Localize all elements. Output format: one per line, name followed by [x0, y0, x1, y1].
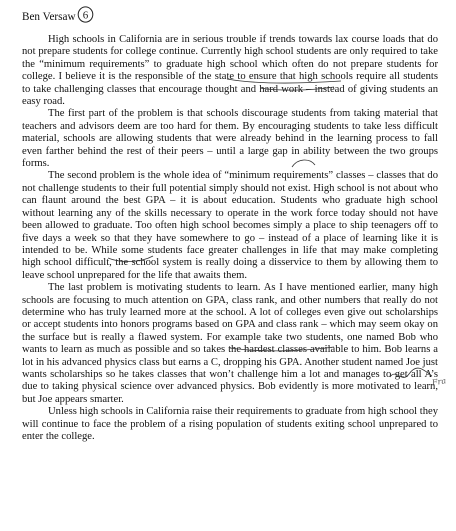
essay-paragraph-5: Unless high schools in California raise their requirements to graduate from high school they will continue to face the problem of a rising population of students exiting school unprepared to enter the college.	[22, 406, 438, 442]
author-name: Ben Versaw	[22, 11, 76, 23]
margin-note-handwritten	[431, 368, 456, 394]
essay-paragraph-4: The last problem is motivating students to learn. As I have mentioned earlier, many high schools are focusing to much attention on GPA, class rank, and other numbers that really do not determine who has truly learned more at the school. A lot of colleges even give out scholarships or accept students into honors programs based on GPA and class rank – which may seem okay on the surface but is really a flawed system. For example take two students, one named Bob who wants to learn as much as possible and so takes the hardest classes available to him. Bob learns a lot in his advanced physics class but earns a C, dropping his GPA. Another student named Joe just wants scholarships so he takes classes that won’t challenge him a lot and manages to get all A’s due to taking physical science over advanced physics. Bob evidently is more motivated to learn, but Joe appears smarter.	[22, 282, 438, 405]
essay-paragraph-1: High schools in California are in serious trouble if trends towards lax course loads that do not prepare students for college continue. Currently high school students are only required to take the “minimum requirements” to graduate high school which often do not prepare students for college. I believe it is the responsible of the state to ensure that high schools require all students to take challenging classes that encourage thought and hard work – instead of giving students an easy road.	[22, 34, 438, 108]
essay-paragraph-3: The second problem is the whole idea of “minimum requirements” classes – classes that do not challenge students to their full potential simply should not exist. High school is not about who can flaunt around the best GPA – it is about education. Students who graduate high school without learning any of the skills necessary to operate in the work force today should not have been allowed to graduate. Too often high school becomes simply a place to ship teenagers off to five days a week so that they have somewhere to go – instead of a place of learning like it is intended to be. While some students face greater challenges in life that may make completing high school difficult, the school system is really doing a disservice to them by allowing them to leave school unprepared for the life that awaits them.	[22, 170, 438, 281]
score-value: 6	[82, 9, 89, 22]
score-circle	[77, 6, 94, 23]
margin-note-text: Fra	[431, 376, 447, 388]
essay-paragraph-2: The first part of the problem is that schools discourage students from taking material that teachers and advisors deem are too hard for them. By encouraging students to take less difficult material, schools are allowing students that were already behind in the learning process to fall even farther behind the rest of their peers – until a large gap in ability between the two groups forms.	[22, 108, 438, 170]
essay-body	[22, 34, 438, 443]
